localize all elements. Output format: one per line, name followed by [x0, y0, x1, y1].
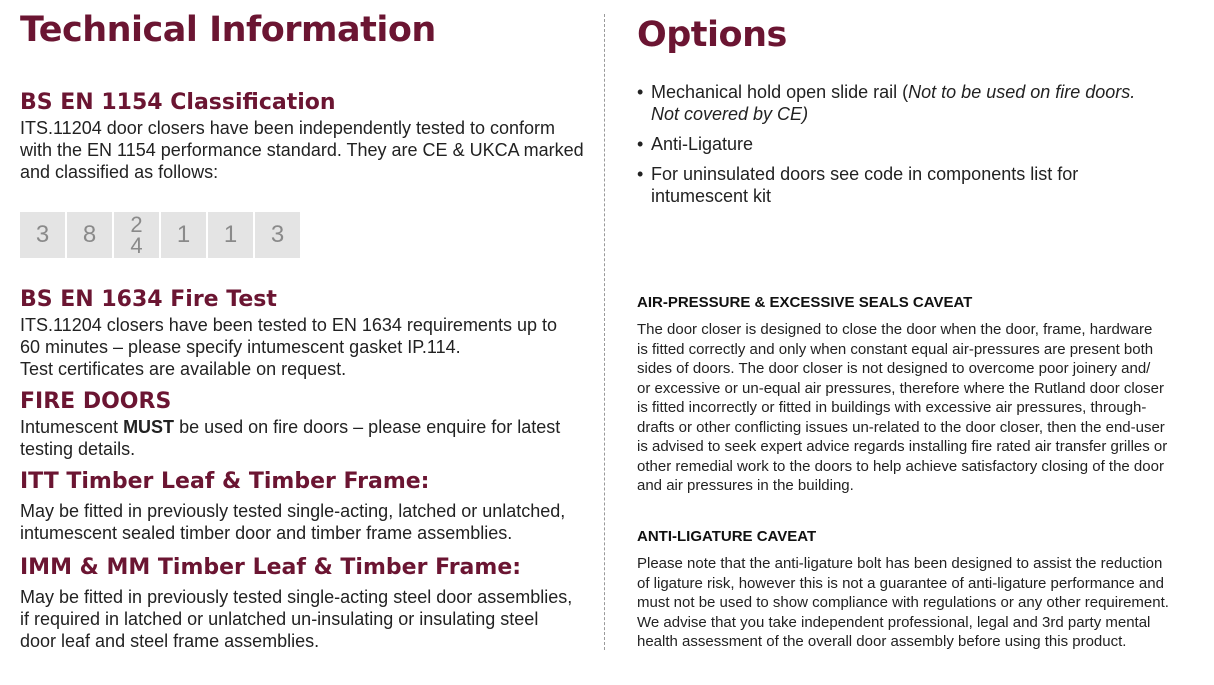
classification-value: 3: [270, 221, 285, 248]
fire-test-line-3: Test certificates are available on request.: [20, 359, 347, 379]
bullet-icon: •: [637, 164, 644, 184]
option-item-anti-ligature: [637, 133, 1197, 155]
itt-heading: ITT Timber Leaf & Timber Frame:: [20, 469, 430, 494]
fire-doors-line-1: [20, 416, 595, 438]
column-divider: [604, 14, 605, 650]
classification-text: [20, 117, 595, 183]
fire-doors-heading: FIRE DOORS: [20, 389, 172, 414]
page-title: Technical Information: [20, 10, 436, 50]
option-text: For uninsulated doors see code in components list for: [651, 164, 1079, 184]
options-title: Options: [637, 15, 787, 55]
air-pressure-heading: AIR-PRESSURE & EXCESSIVE SEALS CAVEAT: [637, 294, 973, 311]
classification-cell: [114, 212, 159, 258]
air-line: and air pressures in the building.: [637, 477, 854, 494]
imm-line-1: May be fitted in previously tested single-acting steel door assemblies,: [20, 587, 573, 607]
air-line: or excessive or un-equal air pressures, therefore where the Rutland door closer: [637, 379, 1164, 397]
classification-line-1: ITS.11204 door closers have been independently tested to conform: [20, 118, 556, 138]
anti-ligature-text: [637, 554, 1197, 652]
itt-line-2: intumescent sealed timber door and timber frame assemblies.: [20, 523, 513, 543]
classification-value: 3: [35, 221, 50, 248]
classification-value: 1: [223, 221, 238, 248]
classification-code-table: [20, 212, 595, 258]
itt-line-1: May be fitted in previously tested single-acting, latched or unlatched,: [20, 501, 566, 521]
classification-line-3: and classified as follows:: [20, 162, 219, 182]
bullet-icon: •: [637, 134, 644, 154]
air-line: The door closer is designed to close the door when the door, frame, hardware: [637, 321, 1153, 338]
air-line: drafts or other conflicting issues un-related to the door closer, then the end-user: [637, 418, 1165, 436]
anti-line: We advise that you take independent professional, legal and 3rd party mental: [637, 613, 1151, 631]
fire-test-heading: BS EN 1634 Fire Test: [20, 287, 277, 312]
option-text: Anti-Ligature: [651, 134, 754, 154]
classification-cell: [20, 212, 65, 258]
fire-doors-must: MUST: [123, 417, 175, 437]
option-italic-text-2: Not covered by CE): [651, 104, 809, 124]
classification-value: 8: [82, 221, 97, 248]
classification-value-lower: 4: [130, 233, 143, 258]
classification-heading: BS EN 1154 Classification: [20, 90, 336, 115]
options-column: [637, 10, 1197, 650]
anti-line: health assessment of the overall door assembly before using this product.: [637, 633, 1127, 650]
air-line: is fitted incorrectly or fitted in buildings with excessive air pressures, through-: [637, 399, 1147, 416]
classification-cell: [255, 212, 300, 258]
fire-doors-prefix: Intumescent: [20, 417, 124, 437]
air-line: is fitted correctly and only when constant equal air-pressures are present both: [637, 340, 1154, 358]
fire-doors-line-2: testing details.: [20, 439, 136, 459]
classification-cell: [161, 212, 206, 258]
fire-doors-suffix: be used on fire doors – please enquire for latest: [174, 417, 561, 437]
air-line: other remedial work to the doors to help achieve satisfactory closing of the door: [637, 457, 1164, 475]
fire-test-line-1: ITS.11204 closers have been tested to EN 1634 requirements up to: [20, 315, 557, 335]
classification-value-upper: 2: [130, 212, 143, 237]
air-line: sides of doors. The door closer is not designed to overcome poor joinery and/: [637, 360, 1151, 377]
classification-cell: [67, 212, 112, 258]
imm-line-3: door leaf and steel frame assemblies.: [20, 631, 320, 651]
option-text: Mechanical hold open slide rail (: [651, 82, 909, 102]
classification-line-2: with the EN 1154 performance standard. They are CE & UKCA marked: [20, 140, 584, 160]
option-item-uninsulated: [637, 163, 1197, 207]
imm-heading: IMM & MM Timber Leaf & Timber Frame:: [20, 555, 522, 580]
technical-information-column: [20, 8, 595, 652]
classification-cell: [208, 212, 253, 258]
anti-line: of ligature risk, however this is not a guarantee of anti-ligature performance and: [637, 574, 1164, 592]
fire-test-line-2: 60 minutes – please specify intumescent gasket IP.114.: [20, 337, 461, 357]
air-line: is advised to seek expert advice regards installing fire rated air transfer grilles or: [637, 438, 1168, 455]
fire-test-text: [20, 314, 595, 380]
bullet-icon: •: [637, 82, 644, 102]
classification-value: 1: [176, 221, 191, 248]
option-text-2: intumescent kit: [651, 186, 772, 206]
air-pressure-text: [637, 320, 1197, 496]
anti-ligature-heading: ANTI-LIGATURE CAVEAT: [637, 528, 817, 545]
options-list: [637, 81, 1197, 207]
anti-line: must not be used to show compliance with regulations or any other requirement.: [637, 594, 1169, 611]
option-italic-text: Not to be used on fire doors.: [908, 82, 1136, 102]
option-item-slide-rail: [637, 81, 1197, 125]
anti-line: Please note that the anti-ligature bolt has been designed to assist the reduction: [637, 555, 1163, 572]
imm-line-2: if required in latched or unlatched un-insulating or insulating steel: [20, 609, 539, 629]
